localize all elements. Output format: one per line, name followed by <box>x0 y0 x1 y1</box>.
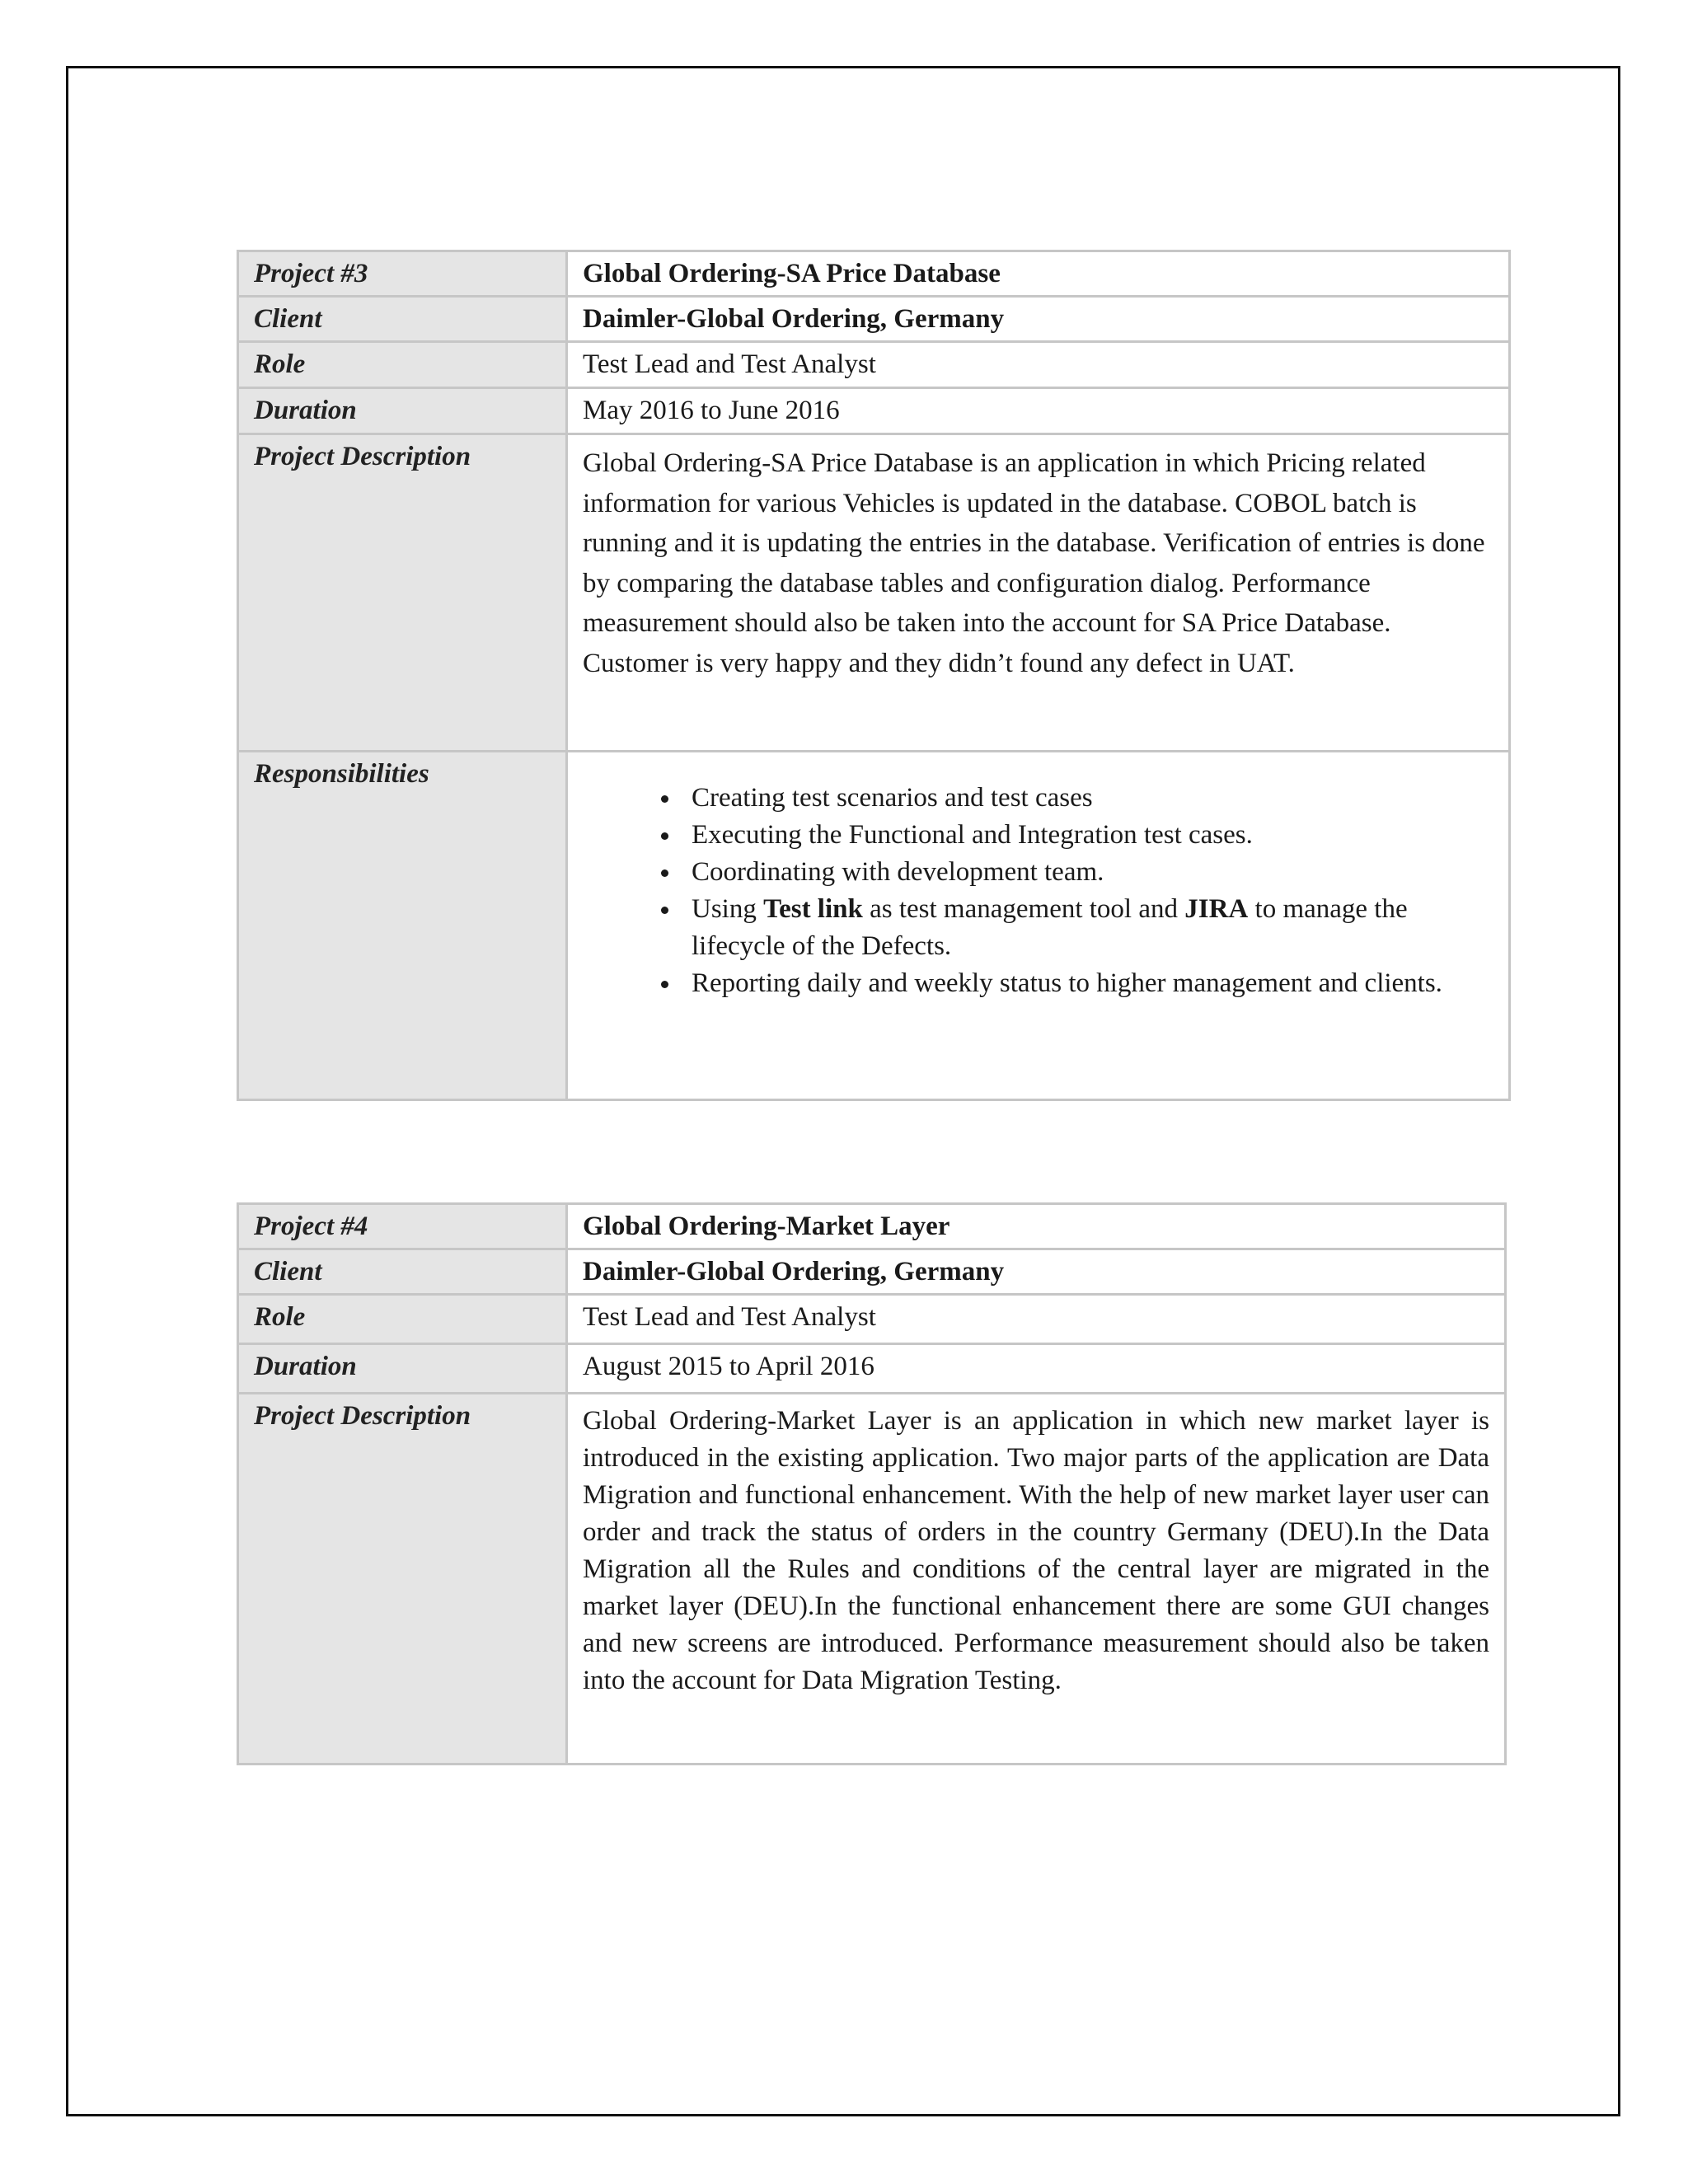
description-label: Project Description <box>238 434 567 752</box>
tool-name: JIRA <box>1184 894 1249 924</box>
client-value: Daimler-Global Ordering, Germany <box>567 1249 1506 1295</box>
table-row <box>238 388 1510 434</box>
table-row <box>238 1249 1506 1295</box>
table-row <box>238 1344 1506 1394</box>
client-value: Daimler-Global Ordering, Germany <box>567 297 1510 342</box>
project-label: Project #4 <box>238 1204 567 1249</box>
list-item: • Creating test scenarios and test cases <box>682 780 1493 817</box>
project-4-table <box>237 1202 1507 1765</box>
text-span: as test management tool and <box>862 894 1185 924</box>
duration-value: August 2015 to April 2016 <box>567 1344 1506 1394</box>
project-description: Global Ordering-Market Layer is an application in which new market layer is introduced in the existing application. Two major parts of the application are Data Migration and functional enhancement. With the help of new market layer user can order and track the status of orders in the country Germany (DEU).In the Data Migration all the Rules and conditions of the central layer are migrated in the market layer (DEU).In the functional enhancement there are some GUI changes and new screens are introduced. Performance measurement should also be taken into the account for Data Migration Testing. <box>567 1394 1506 1765</box>
list-item: • Reporting daily and weekly status to higher management and clients. <box>682 965 1493 1002</box>
duration-label: Duration <box>238 388 567 434</box>
duration-value: May 2016 to June 2016 <box>567 388 1510 434</box>
table-row <box>238 434 1510 752</box>
text-span: Using <box>692 894 764 924</box>
project-title: Global Ordering-SA Price Database <box>567 251 1510 297</box>
table-row <box>238 1204 1506 1249</box>
project-description: Global Ordering-SA Price Database is an application in which Pricing related information for various Vehicles is updated in the database. COBOL batch is running and it is updating the entries in the database. Verification of entries is done by comparing the database tables and configuration dialog. Performance measurement should also be taken into the account for SA Price Database. Customer is very happy and they didn’t found any defect in UAT. <box>567 434 1510 752</box>
tool-name: Test link <box>763 894 863 924</box>
table-row <box>238 251 1510 297</box>
client-label: Client <box>238 1249 567 1295</box>
responsibilities-label: Responsibilities <box>238 752 567 1100</box>
list-item: • Coordinating with development team. <box>682 854 1493 891</box>
role-value: Test Lead and Test Analyst <box>567 342 1510 388</box>
text-span: to manage the lifecycle of the Defects. <box>692 894 1408 961</box>
table-row <box>238 1394 1506 1765</box>
project-label: Project #3 <box>238 251 567 297</box>
list-item <box>682 891 1493 965</box>
table-row <box>238 752 1510 1100</box>
role-value: Test Lead and Test Analyst <box>567 1295 1506 1344</box>
project-3-table <box>237 250 1511 1101</box>
table-row <box>238 297 1510 342</box>
role-label: Role <box>238 342 567 388</box>
list-item: • Executing the Functional and Integration test cases. <box>682 817 1493 854</box>
description-label: Project Description <box>238 1394 567 1765</box>
role-label: Role <box>238 1295 567 1344</box>
table-row <box>238 342 1510 388</box>
client-label: Client <box>238 297 567 342</box>
project-title: Global Ordering-Market Layer <box>567 1204 1506 1249</box>
table-row <box>238 1295 1506 1344</box>
duration-label: Duration <box>238 1344 567 1394</box>
responsibilities-cell <box>567 752 1510 1100</box>
responsibilities-list <box>583 780 1493 1002</box>
